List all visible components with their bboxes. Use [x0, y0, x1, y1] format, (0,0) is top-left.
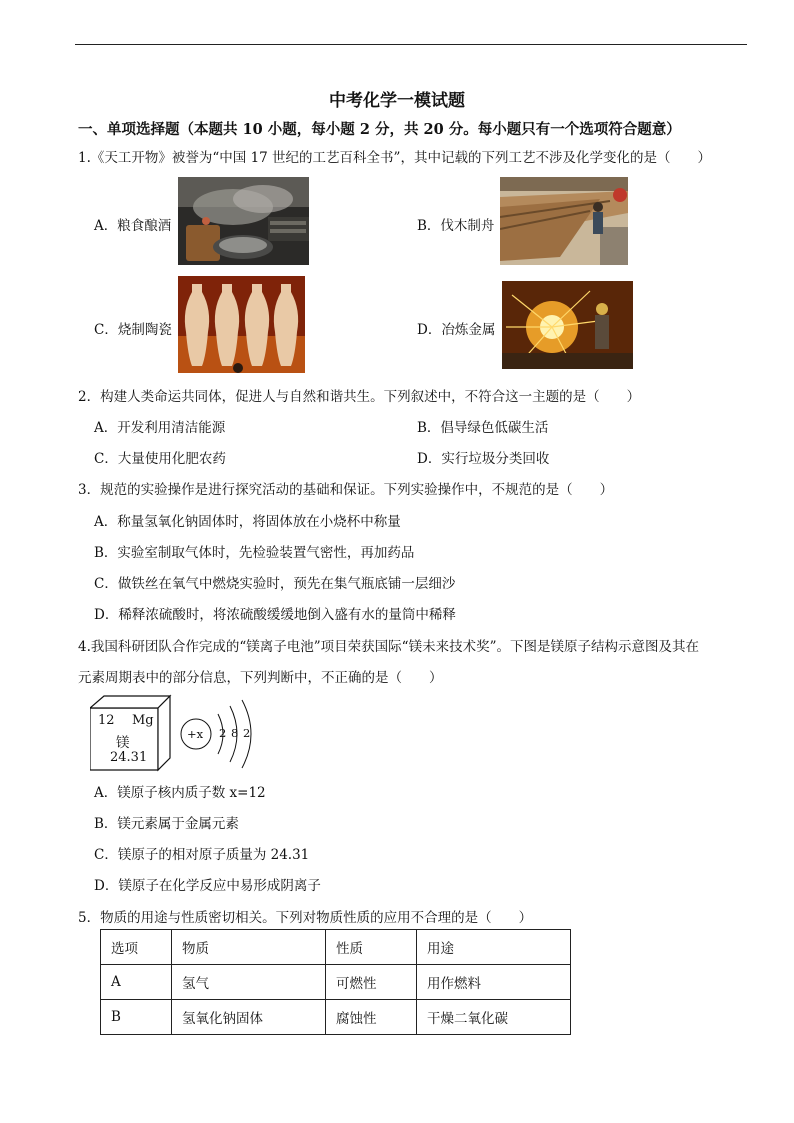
q2-option-a: A．开发利用清洁能源 — [94, 420, 226, 436]
q1-option-c: C．烧制陶瓷 — [94, 322, 172, 338]
q4-option-a: A．镁原子核内质子数 x=12 — [94, 785, 266, 801]
q3-option-b: B．实验室制取气体时，先检验装置气密性，再加药品 — [94, 545, 415, 561]
element-symbol: Mg — [132, 713, 154, 728]
table-header-cell: 用途 — [417, 930, 571, 965]
q4-option-b: B．镁元素属于金属元素 — [94, 816, 239, 832]
question-4-stem-line1: 4.我国科研团队合作完成的“镁离子电池”项目荣获国际“镁未来技术奖”。下图是镁原子结构示意图及其在 — [78, 639, 699, 655]
atomic-mass: 24.31 — [110, 750, 148, 765]
q1-option-a: A．粮食酿酒 — [94, 218, 172, 234]
page-title: 中考化学一模试题 — [329, 91, 465, 111]
table-row — [101, 965, 571, 1000]
q2-option-b: B．倡导绿色低碳生活 — [417, 420, 549, 436]
q3-option-c: C．做铁丝在氧气中燃烧实验时，预先在集气瓶底铺一层细沙 — [94, 576, 456, 592]
nucleus-charge: +x — [187, 727, 204, 741]
q3-option-a: A．称量氢氧化钠固体时，将固体放在小烧杯中称量 — [94, 514, 401, 530]
smelting-photo — [502, 281, 633, 369]
boatbuilding-photo — [500, 177, 628, 265]
table-cell: 氢氧化钠固体 — [172, 1000, 326, 1035]
properties-table — [100, 929, 571, 1035]
question-1-stem: 1.《天工开物》被誉为“中国 17 世纪的工艺百科全书”，其中记载的下列工艺不涉及化学变化的是（ ） — [78, 150, 711, 166]
table-cell: 可燃性 — [326, 965, 417, 1000]
question-3-stem: 3．规范的实验操作是进行探究活动的基础和保证。下列实验操作中，不规范的是（ ） — [78, 482, 614, 498]
brewing-photo — [178, 177, 309, 265]
pottery-photo — [178, 276, 305, 373]
q3-option-d: D．稀释浓硫酸时，将浓硫酸缓缓地倒入盛有水的量筒中稀释 — [94, 607, 456, 623]
table-header-cell: 性质 — [326, 930, 417, 965]
table-cell: 用作燃料 — [417, 965, 571, 1000]
atomic-structure-diagram — [180, 698, 260, 772]
q4-option-d: D．镁原子在化学反应中易形成阴离子 — [94, 878, 321, 894]
table-cell: B — [101, 1000, 172, 1035]
table-header-cell: 选项 — [101, 930, 172, 965]
table-cell: 氢气 — [172, 965, 326, 1000]
section-heading: 一、单项选择题（本题共 10 小题，每小题 2 分，共 20 分。每小题只有一个选项符合题意） — [78, 121, 681, 138]
q2-option-d: D．实行垃圾分类回收 — [417, 451, 550, 467]
element-name: 镁 — [116, 735, 130, 751]
q4-option-c: C．镁原子的相对原子质量为 24.31 — [94, 847, 310, 863]
table-row — [101, 1000, 571, 1035]
atomic-number: 12 — [98, 713, 115, 728]
table-header-row — [101, 930, 571, 965]
q2-option-c: C．大量使用化肥农药 — [94, 451, 226, 467]
q1-option-d: D．冶炼金属 — [417, 322, 496, 338]
shell-3-electrons: 2 — [243, 726, 251, 740]
periodic-table-cell — [90, 694, 172, 772]
question-5-stem: 5．物质的用途与性质密切相关。下列对物质性质的应用不合理的是（ ） — [78, 910, 533, 926]
shell-2-electrons: 8 — [231, 726, 239, 740]
q1-option-b: B．伐木制舟 — [417, 218, 495, 234]
shell-1-electrons: 2 — [219, 726, 227, 740]
table-cell: 腐蚀性 — [326, 1000, 417, 1035]
table-cell: 干燥二氧化碳 — [417, 1000, 571, 1035]
question-2-stem: 2．构建人类命运共同体，促进人与自然和谐共生。下列叙述中，不符合这一主题的是（ ） — [78, 389, 641, 405]
header-rule — [75, 44, 747, 45]
table-header-cell: 物质 — [172, 930, 326, 965]
table-cell: A — [101, 965, 172, 1000]
question-4-stem-line2: 元素周期表中的部分信息，下列判断中，不正确的是（ ） — [78, 670, 443, 686]
